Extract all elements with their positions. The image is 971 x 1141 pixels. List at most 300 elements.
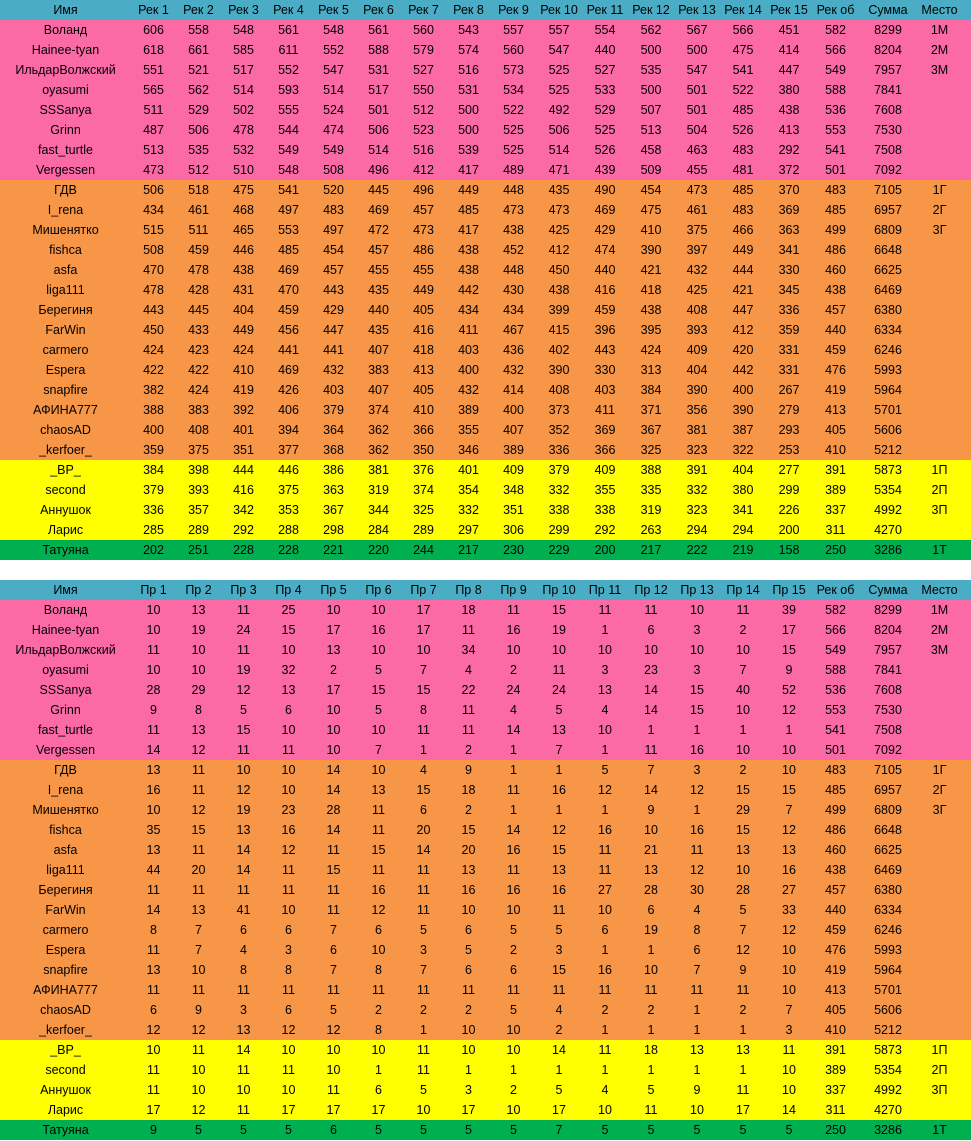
table-cell: 297 — [458, 523, 479, 537]
table-cell: 346 — [458, 443, 479, 457]
table-cell: 391 — [825, 1043, 846, 1057]
table-cell: 12 — [281, 1023, 296, 1037]
table-cell: 5 — [330, 1003, 337, 1017]
table-cell: 344 — [368, 503, 389, 517]
table-cell: 5606 — [874, 1003, 902, 1017]
table-cell: 6957 — [874, 203, 902, 217]
table-cell: 7530 — [874, 703, 902, 717]
table-cell: 11 — [237, 1063, 250, 1077]
table-cell: 25 — [281, 603, 296, 617]
table-cell: 11 — [552, 983, 566, 997]
table-cell: 511 — [143, 103, 164, 117]
table-cell: 390 — [732, 403, 754, 417]
player-name-cell: АФИНА777 — [33, 983, 98, 997]
table-cell: 3286 — [874, 1123, 902, 1137]
table-cell: 536 — [825, 103, 846, 117]
table-cell: 535 — [188, 143, 209, 157]
table-cell: 467 — [503, 323, 524, 337]
table-cell: 2 — [375, 1003, 382, 1017]
table-cell: 454 — [323, 243, 344, 257]
column-header: Пр 4 — [275, 583, 302, 597]
table-cell: 440 — [825, 323, 846, 337]
table-cell: 404 — [686, 363, 708, 377]
table-cell: 10 — [506, 643, 521, 657]
column-header: Пр 10 — [542, 583, 576, 597]
table-cell: 7105 — [874, 763, 902, 777]
table-row — [0, 680, 971, 700]
table-cell: 10 — [782, 1083, 796, 1097]
table-cell: 457 — [413, 203, 434, 217]
table-cell: 5 — [739, 903, 747, 917]
table-cell: 14 — [236, 863, 251, 877]
table-cell: 513 — [143, 143, 164, 157]
table-cell: 11 — [237, 743, 250, 757]
table-cell: 419 — [825, 963, 846, 977]
table-cell: 6809 — [874, 223, 902, 237]
table-cell: 11 — [147, 943, 160, 957]
table-cell: 6 — [240, 923, 247, 937]
table-cell: 12 — [782, 823, 796, 837]
table-cell: 6 — [375, 923, 382, 937]
player-name-cell: Татуяна — [42, 1123, 89, 1137]
table-cell: 13 — [191, 903, 206, 917]
table-cell: 5 — [555, 703, 563, 717]
table-cell: 409 — [686, 343, 708, 357]
table-cell: 11 — [417, 983, 430, 997]
column-header: Место — [921, 583, 958, 597]
column-header: Рек 15 — [770, 3, 808, 17]
table-cell: 1 — [647, 1023, 655, 1037]
scores-table-pr — [0, 580, 971, 1140]
table-cell: 13 — [146, 763, 161, 777]
table-row — [0, 420, 971, 440]
table-cell: 2М — [930, 43, 949, 57]
table-cell: 306 — [503, 523, 524, 537]
table-cell: 13 — [461, 863, 476, 877]
table-cell: 331 — [778, 343, 800, 357]
table-row — [0, 520, 971, 540]
table-cell: 289 — [188, 523, 209, 537]
table-cell: 455 — [413, 263, 434, 277]
table-cell: 24 — [506, 683, 521, 697]
table-cell: 1П — [931, 463, 948, 477]
table-cell: 363 — [778, 223, 800, 237]
table-cell: 541 — [825, 723, 846, 737]
table-cell: 16 — [690, 823, 704, 837]
table-cell: 15 — [736, 783, 750, 797]
table-row — [0, 920, 971, 940]
table-cell: 6380 — [874, 883, 902, 897]
table-cell: 549 — [323, 143, 344, 157]
table-row — [0, 1080, 971, 1100]
table-cell: 485 — [458, 203, 479, 217]
table-cell: 367 — [323, 503, 344, 517]
table-cell: 547 — [686, 63, 708, 77]
table-cell — [917, 160, 962, 180]
table-cell: 415 — [548, 323, 570, 337]
table-cell: 1Г — [932, 183, 947, 197]
table-cell: 32 — [281, 663, 296, 677]
table-cell: 359 — [143, 443, 164, 457]
table-cell: 348 — [503, 483, 524, 497]
table-cell: 6 — [285, 703, 292, 717]
player-name-cell: Берегиня — [38, 883, 93, 897]
table-cell: 11 — [598, 843, 612, 857]
table-cell: 10 — [598, 903, 612, 917]
table-cell: 517 — [233, 63, 254, 77]
table-cell: 6 — [693, 943, 701, 957]
table-cell: 5 — [510, 923, 517, 937]
table-cell: 424 — [188, 383, 209, 397]
table-cell: 1 — [510, 763, 517, 777]
table-cell: 16 — [506, 883, 521, 897]
table-cell: 5 — [465, 1123, 472, 1137]
table-cell: 1 — [555, 1063, 563, 1077]
table-cell: 336 — [143, 503, 164, 517]
column-header: Пр 1 — [140, 583, 167, 597]
table-cell: 39 — [782, 603, 796, 617]
table-cell: 11 — [327, 1083, 340, 1097]
table-row — [0, 80, 971, 100]
table-cell: 11 — [327, 883, 340, 897]
column-header: Пр 7 — [410, 583, 437, 597]
table-cell: 5 — [555, 1083, 563, 1097]
table-cell: 401 — [233, 423, 254, 437]
table-cell: 435 — [368, 323, 389, 337]
table-cell: 44 — [146, 863, 161, 877]
table-cell: 478 — [233, 123, 254, 137]
table-cell: 4 — [601, 1083, 609, 1097]
table-cell: 10 — [506, 903, 521, 917]
table-cell: 14 — [146, 903, 161, 917]
table-cell: 10 — [191, 663, 206, 677]
column-header: Пр 2 — [185, 583, 212, 597]
table-cell: 441 — [323, 343, 344, 357]
table-cell: 404 — [732, 463, 754, 477]
table-cell: 512 — [188, 163, 209, 177]
table-cell: 417 — [458, 223, 479, 237]
table-cell: 5 — [240, 703, 247, 717]
player-name-cell: ГДВ — [54, 763, 77, 777]
table-cell: 401 — [458, 463, 479, 477]
table-cell: 17 — [736, 1103, 750, 1117]
table-cell: 5 — [420, 1083, 427, 1097]
table-cell: 414 — [503, 383, 524, 397]
table-cell: 10 — [146, 1043, 161, 1057]
table-cell: 408 — [188, 423, 209, 437]
table-cell: 313 — [640, 363, 662, 377]
table-cell: 410 — [825, 1023, 846, 1037]
table-cell: 11 — [147, 1083, 160, 1097]
column-header: Пр 8 — [455, 583, 482, 597]
table-cell: 16 — [552, 783, 566, 797]
table-cell: 158 — [778, 543, 800, 557]
table-cell: 15 — [416, 683, 431, 697]
column-header: Рек 10 — [540, 3, 578, 17]
table-cell — [917, 440, 962, 460]
table-cell: 526 — [732, 123, 754, 137]
table-cell: 7 — [375, 743, 382, 757]
table-cell: 539 — [458, 143, 479, 157]
table-cell: 1 — [693, 1003, 701, 1017]
table-cell: 448 — [503, 183, 524, 197]
table-cell: 536 — [825, 683, 846, 697]
table-cell: 9 — [785, 663, 793, 677]
table-cell: 10 — [416, 1103, 431, 1117]
table-cell: 16 — [782, 863, 796, 877]
table-cell: 10 — [598, 643, 612, 657]
table-cell: 500 — [686, 43, 708, 57]
table-cell: 443 — [594, 343, 616, 357]
player-name-cell: Vergessen — [35, 743, 96, 757]
table-cell: 410 — [640, 223, 662, 237]
table-cell: 356 — [686, 403, 708, 417]
table-cell: 12 — [236, 783, 251, 797]
table-cell: 6 — [465, 923, 472, 937]
table-cell: 422 — [143, 363, 164, 377]
player-name-cell: snapfire — [43, 383, 88, 397]
table-cell: 551 — [143, 63, 164, 77]
table-cell: 454 — [640, 183, 662, 197]
table-cell: 11 — [552, 903, 566, 917]
table-cell: 2Г — [932, 783, 947, 797]
table-cell: 403 — [458, 343, 479, 357]
table-cell: 410 — [825, 443, 846, 457]
table-cell: 486 — [825, 823, 846, 837]
table-cell: 459 — [825, 923, 846, 937]
table-cell: 6334 — [874, 323, 902, 337]
table-cell: 16 — [371, 623, 386, 637]
table-cell: 429 — [594, 223, 616, 237]
table-cell: 409 — [594, 463, 616, 477]
table-cell: 3П — [931, 1083, 948, 1097]
table-cell — [917, 340, 962, 360]
table-cell: 284 — [368, 523, 389, 537]
table-cell: 449 — [732, 243, 754, 257]
table-cell: 1 — [510, 803, 517, 817]
table-cell: 450 — [143, 323, 164, 337]
table-cell: 7 — [739, 663, 747, 677]
player-name-cell: Ларис — [47, 1103, 84, 1117]
table-cell: 410 — [233, 363, 254, 377]
header-row — [0, 580, 971, 600]
table-cell: 6 — [375, 1083, 382, 1097]
player-name-cell: oyasumi — [42, 663, 89, 677]
column-header: Пр 12 — [634, 583, 668, 597]
table-cell: 496 — [368, 163, 389, 177]
column-header: Пр 3 — [230, 583, 257, 597]
table-row — [0, 860, 971, 880]
table-cell: 10 — [690, 1103, 704, 1117]
table-cell: 292 — [778, 143, 800, 157]
table-cell: 250 — [825, 1123, 846, 1137]
table-cell: 4270 — [874, 523, 902, 537]
table-cell: 28 — [146, 683, 161, 697]
table-cell: 501 — [368, 103, 389, 117]
table-cell: 552 — [323, 43, 344, 57]
table-cell: 421 — [732, 283, 754, 297]
table-cell: 506 — [188, 123, 209, 137]
table-cell: 416 — [594, 283, 616, 297]
player-name-cell: _kerfoer_ — [39, 1023, 92, 1037]
table-cell: 552 — [278, 63, 299, 77]
table-cell: 527 — [594, 63, 616, 77]
table-cell: 16 — [371, 883, 386, 897]
table-cell: 506 — [368, 123, 389, 137]
table-cell: 353 — [278, 503, 299, 517]
table-row — [0, 160, 971, 180]
table-cell: 17 — [281, 1103, 296, 1117]
table-cell: 429 — [323, 303, 344, 317]
table-cell: 263 — [640, 523, 662, 537]
table-cell: 446 — [233, 243, 254, 257]
table-cell: 514 — [368, 143, 389, 157]
table-cell: 463 — [686, 143, 708, 157]
table-cell: 468 — [233, 203, 254, 217]
player-name-cell: second — [45, 1063, 86, 1077]
table-cell: 7957 — [874, 63, 902, 77]
table-cell: 13 — [736, 1043, 750, 1057]
column-header: Рек об — [816, 583, 855, 597]
table-cell: 606 — [143, 23, 164, 37]
table-cell: 554 — [594, 23, 616, 37]
table-cell: 461 — [686, 203, 708, 217]
table-cell: 6957 — [874, 783, 902, 797]
table-cell: 382 — [143, 383, 164, 397]
table-cell: 508 — [323, 163, 344, 177]
table-cell: 230 — [503, 543, 524, 557]
table-cell: 7 — [555, 743, 563, 757]
table-cell: 7092 — [874, 163, 902, 177]
table-cell: 2 — [739, 623, 747, 637]
table-cell: 12 — [690, 863, 704, 877]
table-cell: 16 — [598, 823, 612, 837]
table-row — [0, 620, 971, 640]
table-cell: 15 — [191, 823, 206, 837]
table-cell: 10 — [506, 1043, 521, 1057]
table-cell: 501 — [825, 163, 846, 177]
table-row — [0, 240, 971, 260]
table-cell: 7092 — [874, 743, 902, 757]
table-cell: 2 — [555, 1023, 563, 1037]
table-cell: 28 — [736, 883, 750, 897]
table-cell: 514 — [548, 143, 570, 157]
table-cell — [917, 400, 962, 420]
player-name-cell: ИльдарВолжский — [15, 643, 116, 657]
table-cell: 469 — [278, 263, 299, 277]
player-name-cell: asfa — [53, 843, 78, 857]
table-cell: 15 — [736, 823, 750, 837]
table-row — [0, 280, 971, 300]
table-cell: 1 — [739, 1063, 747, 1077]
table-cell: 440 — [368, 303, 389, 317]
table-cell: 6246 — [874, 923, 902, 937]
table-cell: 483 — [323, 203, 344, 217]
table-cell — [917, 880, 962, 900]
table-cell: 24 — [236, 623, 251, 637]
table-cell: 10 — [146, 803, 161, 817]
table-cell: 6 — [330, 943, 337, 957]
table-cell: 504 — [686, 123, 708, 137]
table-cell: 525 — [594, 123, 616, 137]
player-name-cell: SSSanya — [39, 103, 92, 117]
table-cell: 11 — [372, 983, 385, 997]
table-cell: 11 — [644, 603, 658, 617]
table-cell: 11 — [736, 1083, 750, 1097]
table-cell: 12 — [598, 783, 612, 797]
table-cell: 16 — [598, 963, 612, 977]
player-name-cell: liga111 — [46, 863, 85, 877]
table-cell: 7957 — [874, 643, 902, 657]
table-cell: 12 — [782, 923, 796, 937]
table-cell — [917, 1020, 962, 1040]
table-cell: 11 — [327, 903, 340, 917]
table-cell: 352 — [548, 423, 570, 437]
table-cell: 535 — [640, 63, 662, 77]
table-cell: 476 — [825, 943, 846, 957]
table-cell: 10 — [371, 723, 386, 737]
table-row — [0, 700, 971, 720]
table-cell: 384 — [143, 463, 164, 477]
table-cell: 413 — [825, 983, 846, 997]
table-cell: 11 — [598, 603, 612, 617]
table-cell: 14 — [416, 843, 431, 857]
table-cell: 473 — [143, 163, 164, 177]
table-cell: 14 — [326, 783, 341, 797]
table-cell: 10 — [371, 763, 386, 777]
table-cell: 311 — [825, 1103, 846, 1117]
table-cell: 6648 — [874, 243, 902, 257]
table-cell: 475 — [732, 43, 754, 57]
table-cell: 389 — [458, 403, 479, 417]
table-cell: 1 — [785, 723, 793, 737]
table-cell: 379 — [323, 403, 344, 417]
table-cell: 267 — [778, 383, 800, 397]
table-cell: 446 — [278, 463, 299, 477]
table-cell: 11 — [644, 743, 658, 757]
table-cell: 9 — [195, 1003, 202, 1017]
table-cell: 5 — [465, 943, 472, 957]
table-cell: 557 — [548, 23, 570, 37]
table-cell: 396 — [594, 323, 616, 337]
table-cell: 4 — [693, 903, 701, 917]
table-cell: 325 — [640, 443, 662, 457]
table-cell: 11 — [598, 1043, 612, 1057]
table-cell: 13 — [736, 843, 750, 857]
player-name-cell: carmero — [42, 343, 89, 357]
table-cell: 475 — [640, 203, 662, 217]
table-cell: 413 — [413, 363, 434, 377]
table-cell: 1М — [930, 603, 949, 617]
table-cell: 561 — [368, 23, 389, 37]
table-cell: 11 — [598, 863, 612, 877]
table-cell: 518 — [188, 183, 209, 197]
table-cell: 10 — [191, 643, 206, 657]
table-cell: 289 — [413, 523, 434, 537]
table-cell: 294 — [686, 523, 708, 537]
table-cell: 485 — [278, 243, 299, 257]
table-cell: 11 — [462, 703, 475, 717]
table-cell: 9 — [693, 1083, 701, 1097]
table-cell: 10 — [782, 983, 796, 997]
table-cell: 335 — [640, 483, 662, 497]
table-cell: 1 — [693, 803, 701, 817]
table-cell: 432 — [686, 263, 708, 277]
table-cell: 452 — [503, 243, 524, 257]
table-cell: 10 — [644, 963, 658, 977]
table-cell: 5 — [285, 1123, 292, 1137]
table-cell: 434 — [458, 303, 479, 317]
